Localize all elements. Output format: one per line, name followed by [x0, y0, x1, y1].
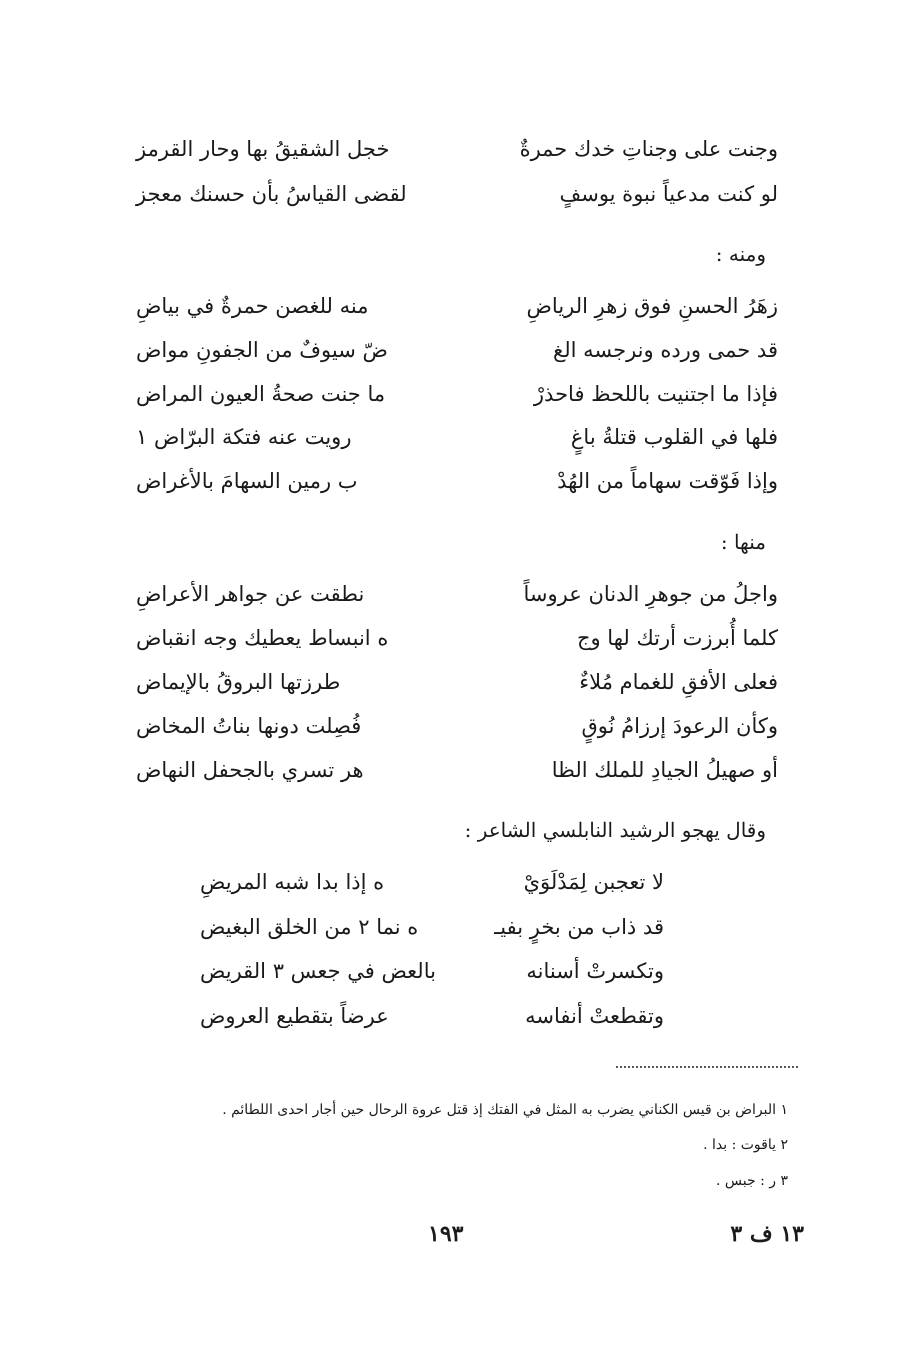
verse-line — [136, 172, 778, 216]
signature-mark: ١٣ ف ٣ — [730, 1221, 804, 1247]
second-hemistich: هر تسري بالجحفل النهاض — [136, 758, 364, 782]
first-hemistich: فإذا ما اجتنيت باللحظ فاحذرْ — [533, 382, 778, 406]
first-hemistich: لو كنت مدعياً نبوة يوسفٍ — [559, 182, 778, 206]
second-hemistich: ب رمين السهامَ بالأغراض — [136, 469, 358, 493]
verse-line — [136, 748, 778, 792]
second-hemistich: ه إذا بدا شبه المريضِ — [200, 870, 385, 894]
verse-line — [200, 949, 664, 993]
footnote: ٢ ياقوت : بدا . — [703, 1137, 788, 1153]
footnote-divider — [616, 1066, 798, 1068]
section-intro: ومنه : — [715, 242, 766, 266]
first-hemistich: قد ذاب من بخرٍ بفيـ — [494, 915, 664, 939]
first-hemistich: وتكسرتْ أسنانه — [526, 959, 664, 983]
second-hemistich: فُصِلت دونها بناتُ المخاض — [136, 714, 362, 738]
footnote: ٣ ر : جبس . — [716, 1173, 788, 1189]
second-hemistich: خجل الشقيقُ بها وحار القرمز — [136, 137, 390, 161]
second-hemistich: نطقت عن جواهر الأعراضِ — [136, 582, 365, 606]
verse-line — [136, 372, 778, 416]
verse-line — [136, 572, 778, 616]
first-hemistich: قد حمى ورده ونرجسه الغ — [553, 338, 778, 362]
verse-line — [136, 284, 778, 328]
verse-line — [200, 994, 664, 1038]
second-hemistich: ه نما ٢ من الخلق البغيض — [200, 915, 419, 939]
verse-line — [136, 704, 778, 748]
section-intro: وقال يهجو الرشيد النابلسي الشاعر : — [464, 818, 766, 842]
second-hemistich: ضّ سيوفٌ من الجفونِ مواض — [136, 338, 388, 362]
second-hemistich: طرزتها البروقُ بالإيماض — [136, 670, 341, 694]
section-intro: منها : — [720, 530, 766, 554]
second-hemistich: لقضى القياسُ بأن حسنك معجز — [136, 182, 407, 206]
second-hemistich: بالعض في جعس ٣ القريض — [200, 959, 436, 983]
second-hemistich: ما جنت صحةُ العيون المراض — [136, 382, 386, 406]
second-hemistich: منه للغصن حمرةٌ في بياضِ — [136, 294, 369, 318]
first-hemistich: وجنت على وجناتِ خدك حمرةٌ — [519, 137, 778, 161]
first-hemistich: وكأن الرعودَ إرزامُ نُوقٍ — [581, 714, 778, 738]
footnote: ١ البراض بن قيس الكناني يضرب به المثل في الفتك إذ قتل عروة الرحال حين أجار احدى اللطائم . — [222, 1102, 788, 1118]
verse-line — [136, 660, 778, 704]
second-hemistich: عرضاً بتقطيع العروض — [200, 1004, 389, 1028]
first-hemistich: وتقطعتْ أنفاسه — [525, 1004, 664, 1028]
first-hemistich: وإذا فَوّقت سهاماً من الهُدْ — [557, 469, 778, 493]
verse-line — [136, 328, 778, 372]
second-hemistich: رويت عنه فتكة البرّاض ١ — [136, 425, 352, 449]
first-hemistich: واجلُ من جوهرِ الدنان عروساً — [523, 582, 778, 606]
first-hemistich: فعلى الأفقِ للغمام مُلاءٌ — [579, 670, 778, 694]
verse-line — [136, 459, 778, 503]
second-hemistich: ه انبساط يعطيك وجه انقباض — [136, 626, 389, 650]
verse-line — [200, 860, 664, 904]
first-hemistich: لا تعجبن لِمَدْلَوَيْ — [523, 870, 664, 894]
verse-line — [136, 415, 778, 459]
first-hemistich: كلما أُبرزت أرتك لها وج — [576, 626, 778, 650]
verse-line — [136, 127, 778, 171]
page-number: ١٩٣ — [428, 1221, 464, 1247]
verse-line — [200, 905, 664, 949]
first-hemistich: زهَرُ الحسنِ فوق زهرِ الرياضِ — [526, 294, 778, 318]
first-hemistich: أو صهيلُ الجيادِ للملك الظا — [551, 758, 778, 782]
verse-line — [136, 616, 778, 660]
first-hemistich: فلها في القلوب قتلةُ باغٍ — [570, 425, 778, 449]
